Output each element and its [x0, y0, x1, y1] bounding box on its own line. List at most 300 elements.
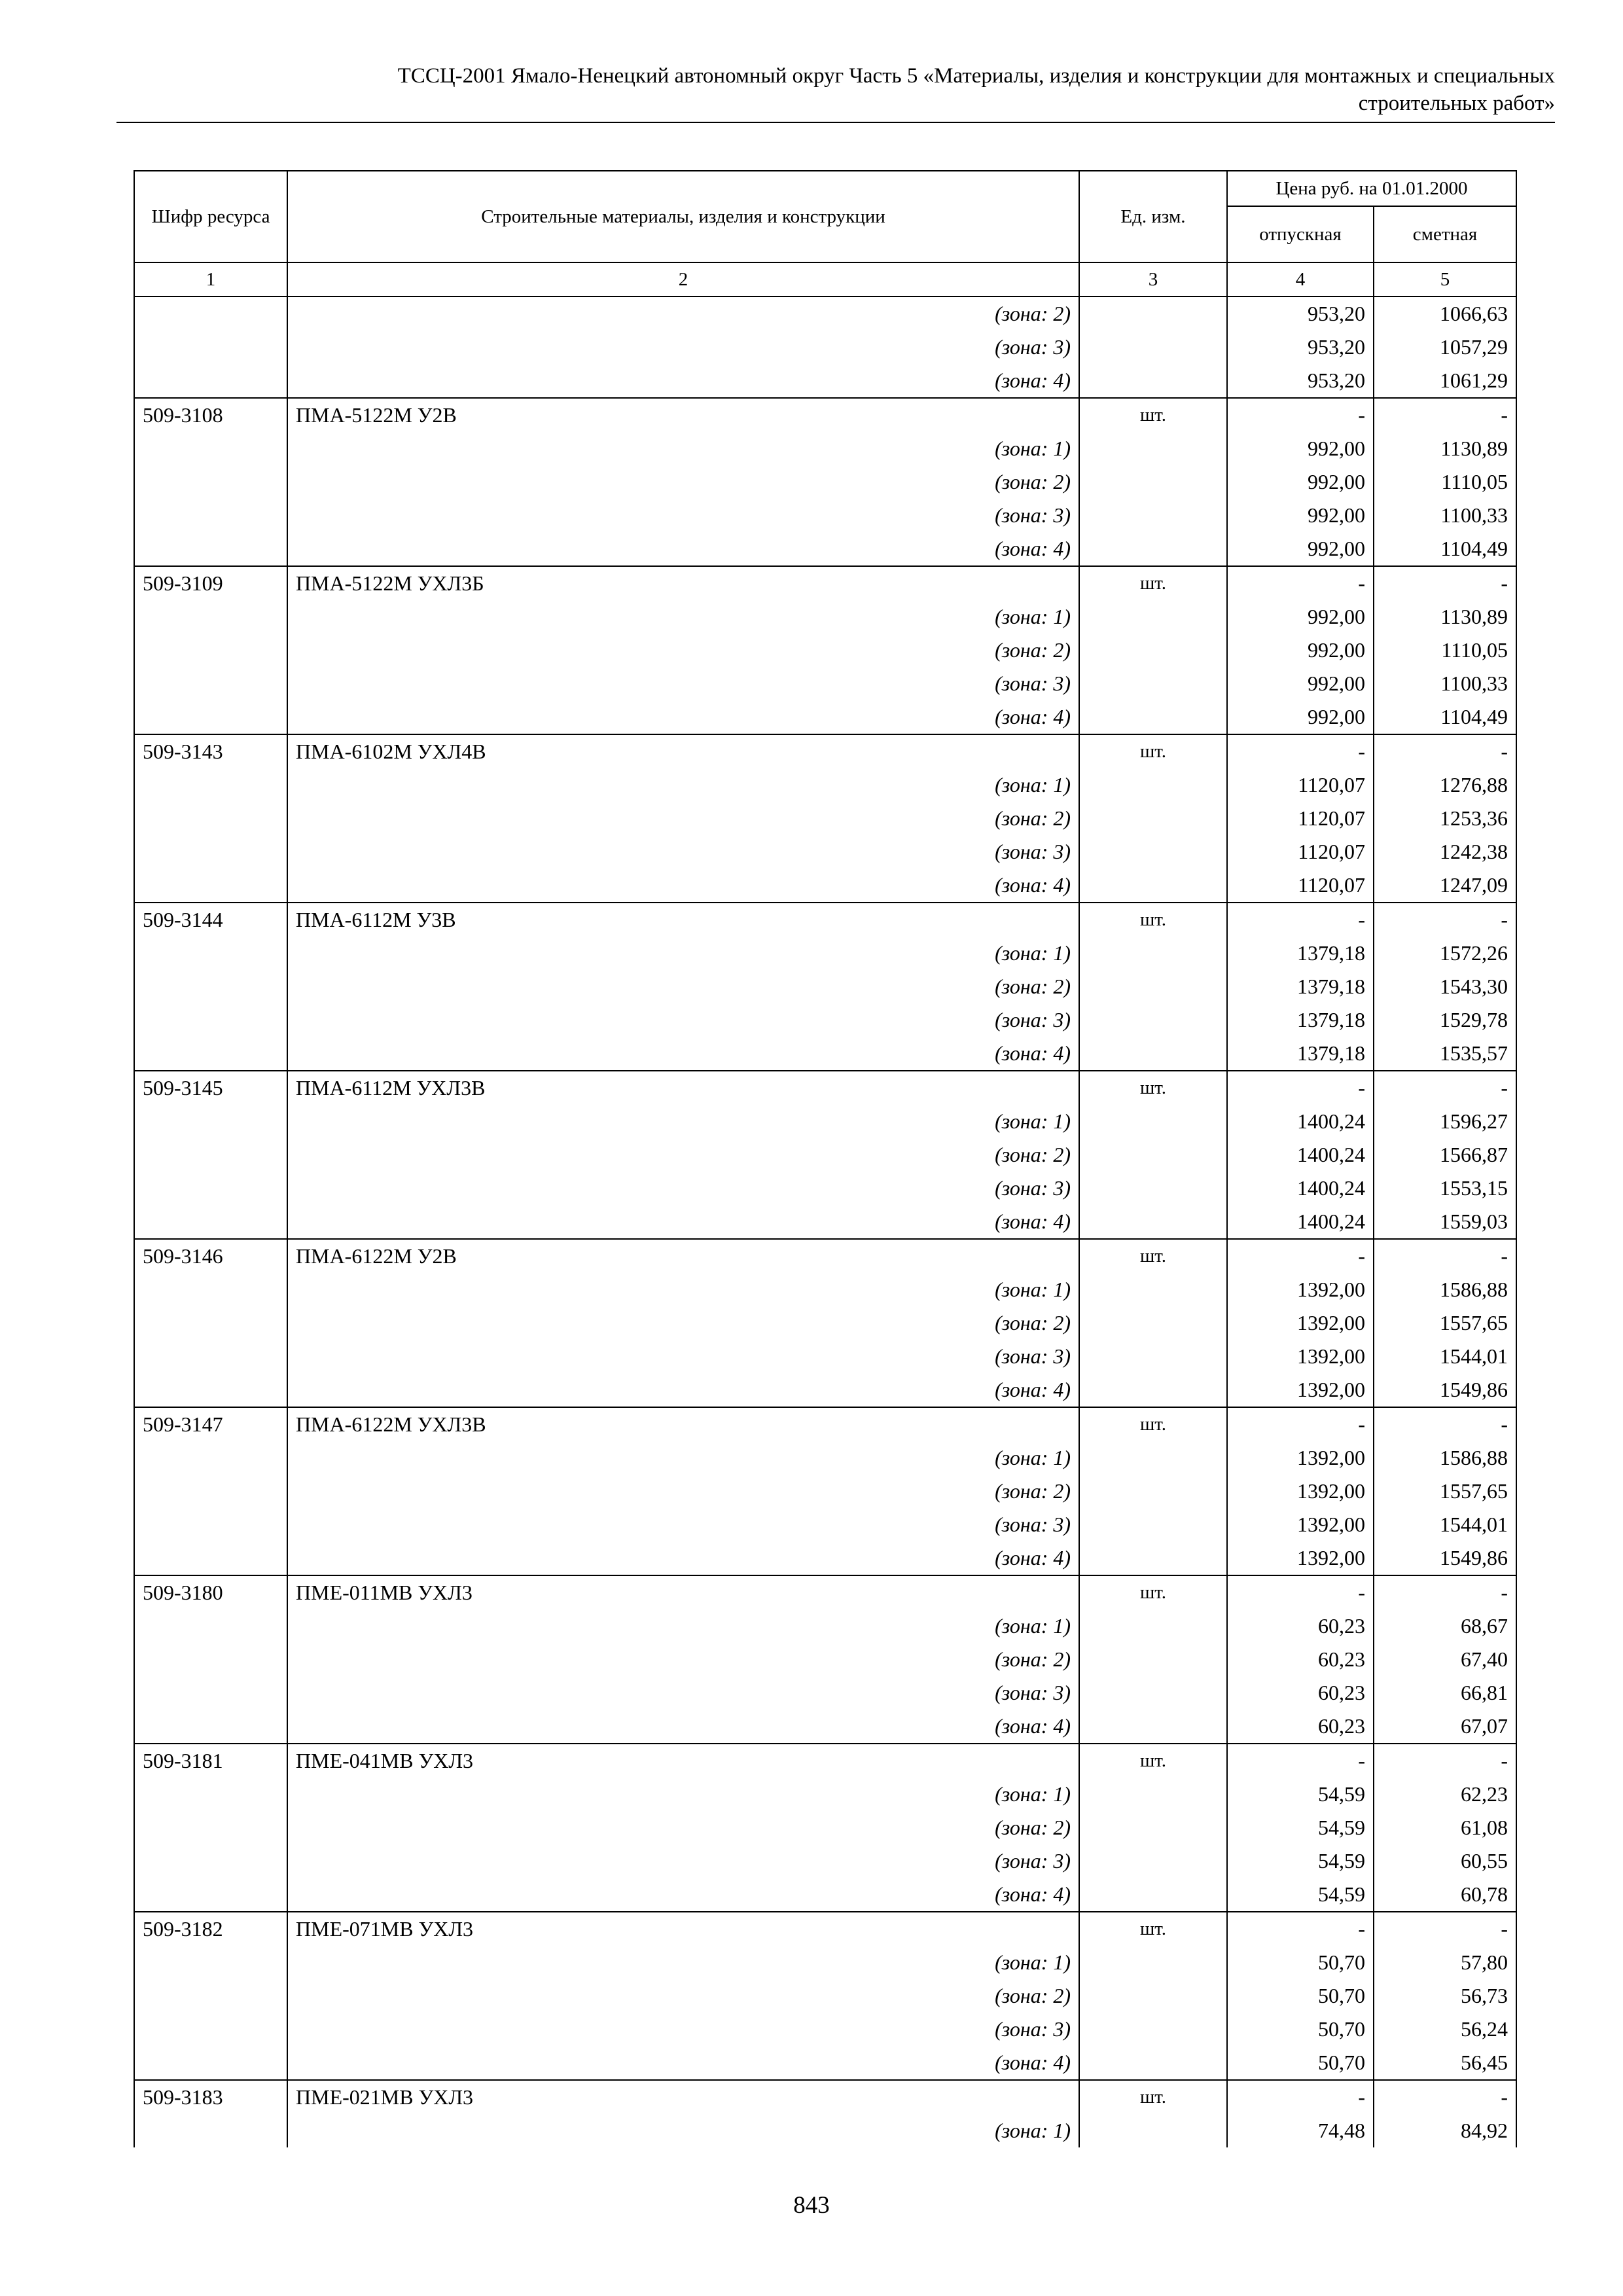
zone-row	[134, 1037, 1516, 1071]
release-price: 1120,07	[1227, 835, 1374, 869]
unit-cell	[1079, 1878, 1227, 1912]
zone-row	[134, 802, 1516, 835]
unit-of-measure: шт.	[1079, 734, 1227, 768]
page-number: 843	[793, 2192, 830, 2219]
resource-code-cell	[134, 2114, 287, 2147]
unit-cell	[1079, 1441, 1227, 1475]
resource-code-cell	[134, 1037, 287, 1071]
zone-label: (зона: 3)	[287, 1003, 1079, 1037]
zone-label: (зона: 4)	[287, 1037, 1079, 1071]
unit-of-measure: шт.	[1079, 1744, 1227, 1778]
zone-label: (зона: 4)	[287, 869, 1079, 903]
release-price: 1392,00	[1227, 1373, 1374, 1407]
unit-cell	[1079, 1003, 1227, 1037]
resource-name: ПМА-6112М УХЛ3В	[287, 1071, 1079, 1105]
unit-cell	[1079, 634, 1227, 667]
zone-row	[134, 937, 1516, 970]
estimate-price: 1100,33	[1374, 499, 1516, 532]
zone-label: (зона: 4)	[287, 2046, 1079, 2080]
release-price: 992,00	[1227, 600, 1374, 634]
zone-row	[134, 1979, 1516, 2013]
unit-cell	[1079, 1844, 1227, 1878]
release-price: 953,20	[1227, 296, 1374, 331]
estimate-price: 60,78	[1374, 1878, 1516, 1912]
zone-row	[134, 970, 1516, 1003]
zone-row	[134, 1676, 1516, 1710]
unit-cell	[1079, 835, 1227, 869]
estimate-price: 1130,89	[1374, 432, 1516, 465]
release-price: 54,59	[1227, 1811, 1374, 1844]
resource-code-cell	[134, 634, 287, 667]
zone-row	[134, 667, 1516, 700]
resource-code-cell	[134, 532, 287, 566]
unit-cell	[1079, 2114, 1227, 2147]
unit-cell	[1079, 600, 1227, 634]
unit-of-measure: шт.	[1079, 566, 1227, 600]
zone-label: (зона: 1)	[287, 1273, 1079, 1306]
resource-code: 509-3147	[134, 1407, 287, 1441]
unit-of-measure: шт.	[1079, 398, 1227, 432]
zone-row	[134, 700, 1516, 734]
release-price: 60,23	[1227, 1676, 1374, 1710]
resource-code-cell	[134, 1475, 287, 1508]
zone-row	[134, 1609, 1516, 1643]
estimate-price: 1553,15	[1374, 1172, 1516, 1205]
resource-code: 509-3109	[134, 566, 287, 600]
resource-code-cell	[134, 364, 287, 398]
resource-row	[134, 1239, 1516, 1273]
estimate-price: 61,08	[1374, 1811, 1516, 1844]
price-table-body	[134, 296, 1516, 2147]
zone-row	[134, 1778, 1516, 1811]
estimate-price: 1104,49	[1374, 532, 1516, 566]
column-header-unit: Ед. изм.	[1079, 171, 1227, 262]
estimate-price: -	[1374, 1912, 1516, 1946]
resource-code-cell	[134, 1676, 287, 1710]
zone-label: (зона: 1)	[287, 1609, 1079, 1643]
release-price: 1379,18	[1227, 1037, 1374, 1071]
resource-row	[134, 903, 1516, 937]
zone-label: (зона: 1)	[287, 600, 1079, 634]
unit-cell	[1079, 1205, 1227, 1239]
unit-cell	[1079, 1979, 1227, 2013]
column-number: 3	[1079, 262, 1227, 296]
resource-code-cell	[134, 1205, 287, 1239]
resource-code-cell	[134, 2013, 287, 2046]
zone-row	[134, 1172, 1516, 1205]
release-price: 953,20	[1227, 331, 1374, 364]
zone-label: (зона: 3)	[287, 835, 1079, 869]
zone-row	[134, 1306, 1516, 1340]
estimate-price: 1566,87	[1374, 1138, 1516, 1172]
resource-code-cell	[134, 835, 287, 869]
unit-cell	[1079, 1541, 1227, 1575]
release-price: 1400,24	[1227, 1205, 1374, 1239]
resource-name: ПМА-6122М У2В	[287, 1239, 1079, 1273]
unit-of-measure: шт.	[1079, 1575, 1227, 1609]
resource-name: ПМА-5122М У2В	[287, 398, 1079, 432]
zone-row	[134, 465, 1516, 499]
release-price: -	[1227, 1912, 1374, 1946]
estimate-price: 56,45	[1374, 2046, 1516, 2080]
resource-row	[134, 398, 1516, 432]
estimate-price: 1104,49	[1374, 700, 1516, 734]
zone-row	[134, 1205, 1516, 1239]
release-price: 1120,07	[1227, 802, 1374, 835]
zone-label: (зона: 1)	[287, 937, 1079, 970]
release-price: -	[1227, 903, 1374, 937]
zone-label: (зона: 1)	[287, 1778, 1079, 1811]
zone-row	[134, 768, 1516, 802]
release-price: -	[1227, 734, 1374, 768]
resource-code: 509-3182	[134, 1912, 287, 1946]
column-header-code: Шифр ресурса	[134, 171, 287, 262]
resource-code-cell	[134, 869, 287, 903]
estimate-price: 56,24	[1374, 2013, 1516, 2046]
zone-row	[134, 1844, 1516, 1878]
unit-cell	[1079, 2046, 1227, 2080]
unit-of-measure: шт.	[1079, 903, 1227, 937]
zone-row	[134, 1508, 1516, 1541]
resource-code-cell	[134, 1541, 287, 1575]
zone-row	[134, 1710, 1516, 1744]
release-price: 992,00	[1227, 499, 1374, 532]
resource-name: ПМЕ-041МВ УХЛ3	[287, 1744, 1079, 1778]
estimate-price: -	[1374, 1407, 1516, 1441]
zone-label: (зона: 3)	[287, 499, 1079, 532]
resource-row	[134, 1912, 1516, 1946]
resource-code-cell	[134, 1373, 287, 1407]
resource-code-cell	[134, 1340, 287, 1373]
estimate-price: -	[1374, 1071, 1516, 1105]
estimate-price: 1586,88	[1374, 1273, 1516, 1306]
release-price: 74,48	[1227, 2114, 1374, 2147]
estimate-price: 1549,86	[1374, 1373, 1516, 1407]
estimate-price: 1110,05	[1374, 634, 1516, 667]
release-price: 1400,24	[1227, 1172, 1374, 1205]
release-price: 50,70	[1227, 2013, 1374, 2046]
unit-cell	[1079, 499, 1227, 532]
unit-cell	[1079, 1037, 1227, 1071]
zone-row	[134, 499, 1516, 532]
unit-cell	[1079, 296, 1227, 331]
resource-code-cell	[134, 970, 287, 1003]
unit-cell	[1079, 937, 1227, 970]
resource-code-cell	[134, 600, 287, 634]
estimate-price: 1557,65	[1374, 1306, 1516, 1340]
resource-code-cell	[134, 1105, 287, 1138]
zone-label: (зона: 3)	[287, 1508, 1079, 1541]
unit-cell	[1079, 1710, 1227, 1744]
resource-code-cell	[134, 499, 287, 532]
price-table	[134, 170, 1517, 2147]
zone-label: (зона: 2)	[287, 1643, 1079, 1676]
zone-row	[134, 331, 1516, 364]
unit-cell	[1079, 1508, 1227, 1541]
estimate-price: 1559,03	[1374, 1205, 1516, 1239]
release-price: -	[1227, 1744, 1374, 1778]
unit-cell	[1079, 1609, 1227, 1643]
zone-row	[134, 1541, 1516, 1575]
zone-label: (зона: 4)	[287, 1541, 1079, 1575]
release-price: 992,00	[1227, 432, 1374, 465]
resource-code-cell	[134, 1306, 287, 1340]
resource-code: 509-3144	[134, 903, 287, 937]
unit-cell	[1079, 768, 1227, 802]
release-price: 60,23	[1227, 1710, 1374, 1744]
estimate-price: -	[1374, 1575, 1516, 1609]
zone-row	[134, 364, 1516, 398]
zone-row	[134, 1475, 1516, 1508]
resource-code-cell	[134, 700, 287, 734]
release-price: 54,59	[1227, 1878, 1374, 1912]
resource-code-cell	[134, 1138, 287, 1172]
estimate-price: 1557,65	[1374, 1475, 1516, 1508]
estimate-price: 56,73	[1374, 1979, 1516, 2013]
resource-code-cell	[134, 1979, 287, 2013]
release-price: 1392,00	[1227, 1541, 1374, 1575]
zone-row	[134, 869, 1516, 903]
zone-label: (зона: 4)	[287, 700, 1079, 734]
zone-row	[134, 2013, 1516, 2046]
release-price: 54,59	[1227, 1778, 1374, 1811]
estimate-price: 68,67	[1374, 1609, 1516, 1643]
resource-code-cell	[134, 768, 287, 802]
zone-row	[134, 1878, 1516, 1912]
resource-code-cell	[134, 1441, 287, 1475]
zone-row	[134, 1643, 1516, 1676]
release-price: -	[1227, 1575, 1374, 1609]
column-number: 1	[134, 262, 287, 296]
estimate-price: -	[1374, 734, 1516, 768]
unit-cell	[1079, 1273, 1227, 1306]
resource-code-cell	[134, 667, 287, 700]
release-price: 50,70	[1227, 2046, 1374, 2080]
unit-cell	[1079, 1340, 1227, 1373]
estimate-price: 1596,27	[1374, 1105, 1516, 1138]
resource-code: 509-3183	[134, 2080, 287, 2114]
estimate-price: 1066,63	[1374, 296, 1516, 331]
resource-code-cell	[134, 1811, 287, 1844]
resource-code-cell	[134, 1778, 287, 1811]
resource-code: 509-3146	[134, 1239, 287, 1273]
zone-row	[134, 1441, 1516, 1475]
estimate-price: 1529,78	[1374, 1003, 1516, 1037]
zone-row	[134, 1138, 1516, 1172]
unit-cell	[1079, 1138, 1227, 1172]
zone-label: (зона: 2)	[287, 296, 1079, 331]
resource-code-cell	[134, 1273, 287, 1306]
zone-row	[134, 2114, 1516, 2147]
zone-label: (зона: 2)	[287, 1811, 1079, 1844]
resource-row	[134, 566, 1516, 600]
resource-row	[134, 1071, 1516, 1105]
unit-cell	[1079, 1105, 1227, 1138]
unit-cell	[1079, 465, 1227, 499]
zone-row	[134, 1811, 1516, 1844]
estimate-price: 1253,36	[1374, 802, 1516, 835]
zone-label: (зона: 2)	[287, 1979, 1079, 2013]
release-price: 953,20	[1227, 364, 1374, 398]
unit-cell	[1079, 667, 1227, 700]
zone-label: (зона: 2)	[287, 465, 1079, 499]
estimate-price: 62,23	[1374, 1778, 1516, 1811]
zone-row	[134, 600, 1516, 634]
zone-label: (зона: 4)	[287, 1373, 1079, 1407]
unit-cell	[1079, 532, 1227, 566]
zone-label: (зона: 2)	[287, 634, 1079, 667]
release-price: 1392,00	[1227, 1475, 1374, 1508]
estimate-price: 66,81	[1374, 1676, 1516, 1710]
estimate-price: -	[1374, 566, 1516, 600]
unit-cell	[1079, 1778, 1227, 1811]
resource-code-cell	[134, 1844, 287, 1878]
resource-code: 509-3181	[134, 1744, 287, 1778]
estimate-price: -	[1374, 2080, 1516, 2114]
unit-of-measure: шт.	[1079, 1407, 1227, 1441]
estimate-price: 1549,86	[1374, 1541, 1516, 1575]
estimate-price: 1100,33	[1374, 667, 1516, 700]
release-price: 1400,24	[1227, 1105, 1374, 1138]
release-price: 1392,00	[1227, 1340, 1374, 1373]
resource-name: ПМЕ-011МВ УХЛ3	[287, 1575, 1079, 1609]
estimate-price: -	[1374, 1744, 1516, 1778]
release-price: 1120,07	[1227, 869, 1374, 903]
estimate-price: 1544,01	[1374, 1508, 1516, 1541]
zone-label: (зона: 2)	[287, 802, 1079, 835]
resource-code-cell	[134, 2046, 287, 2080]
zone-label: (зона: 1)	[287, 2114, 1079, 2147]
zone-label: (зона: 4)	[287, 1205, 1079, 1239]
release-price: 60,23	[1227, 1609, 1374, 1643]
resource-code: 509-3108	[134, 398, 287, 432]
zone-row	[134, 432, 1516, 465]
zone-label: (зона: 2)	[287, 970, 1079, 1003]
resource-row	[134, 1575, 1516, 1609]
resource-name: ПМЕ-021МВ УХЛ3	[287, 2080, 1079, 2114]
estimate-price: 60,55	[1374, 1844, 1516, 1878]
estimate-price: -	[1374, 1239, 1516, 1273]
release-price: 1379,18	[1227, 970, 1374, 1003]
unit-cell	[1079, 1306, 1227, 1340]
resource-name: ПМЕ-071МВ УХЛ3	[287, 1912, 1079, 1946]
release-price: 1392,00	[1227, 1273, 1374, 1306]
unit-cell	[1079, 802, 1227, 835]
release-price: 1379,18	[1227, 937, 1374, 970]
resource-row	[134, 2080, 1516, 2114]
column-header-name: Строительные материалы, изделия и конструкции	[287, 171, 1079, 262]
unit-cell	[1079, 869, 1227, 903]
estimate-price: 1057,29	[1374, 331, 1516, 364]
unit-cell	[1079, 1475, 1227, 1508]
resource-code-cell	[134, 802, 287, 835]
unit-cell	[1079, 1676, 1227, 1710]
column-header-estimate-price: сметная	[1374, 206, 1516, 262]
unit-cell	[1079, 2013, 1227, 2046]
resource-code: 509-3145	[134, 1071, 287, 1105]
release-price: -	[1227, 1239, 1374, 1273]
zone-label: (зона: 3)	[287, 331, 1079, 364]
release-price: 1120,07	[1227, 768, 1374, 802]
estimate-price: 1543,30	[1374, 970, 1516, 1003]
estimate-price: 1586,88	[1374, 1441, 1516, 1475]
zone-row	[134, 1340, 1516, 1373]
zone-label: (зона: 3)	[287, 1172, 1079, 1205]
release-price: 992,00	[1227, 532, 1374, 566]
release-price: -	[1227, 1071, 1374, 1105]
unit-cell	[1079, 1811, 1227, 1844]
unit-of-measure: шт.	[1079, 1239, 1227, 1273]
zone-row	[134, 1105, 1516, 1138]
resource-code-cell	[134, 1609, 287, 1643]
release-price: 1379,18	[1227, 1003, 1374, 1037]
resource-code-cell	[134, 465, 287, 499]
release-price: 60,23	[1227, 1643, 1374, 1676]
zone-row	[134, 532, 1516, 566]
estimate-price: -	[1374, 398, 1516, 432]
resource-code: 509-3180	[134, 1575, 287, 1609]
unit-of-measure: шт.	[1079, 1071, 1227, 1105]
resource-code-cell	[134, 1643, 287, 1676]
resource-code-cell	[134, 432, 287, 465]
release-price: 54,59	[1227, 1844, 1374, 1878]
price-table-header	[134, 171, 1516, 296]
release-price: 1392,00	[1227, 1508, 1374, 1541]
resource-row	[134, 1744, 1516, 1778]
unit-cell	[1079, 432, 1227, 465]
zone-label: (зона: 1)	[287, 432, 1079, 465]
estimate-price: 1572,26	[1374, 937, 1516, 970]
estimate-price: 1061,29	[1374, 364, 1516, 398]
release-price: -	[1227, 398, 1374, 432]
resource-row	[134, 1407, 1516, 1441]
release-price: 992,00	[1227, 667, 1374, 700]
zone-label: (зона: 3)	[287, 1676, 1079, 1710]
column-header-price-group: Цена руб. на 01.01.2000	[1227, 171, 1516, 206]
resource-code: 509-3143	[134, 734, 287, 768]
resource-code-cell	[134, 1172, 287, 1205]
zone-label: (зона: 2)	[287, 1138, 1079, 1172]
zone-label: (зона: 2)	[287, 1306, 1079, 1340]
resource-code-cell	[134, 1710, 287, 1744]
estimate-price: 1110,05	[1374, 465, 1516, 499]
estimate-price: 1130,89	[1374, 600, 1516, 634]
zone-label: (зона: 1)	[287, 768, 1079, 802]
release-price: 992,00	[1227, 700, 1374, 734]
release-price: -	[1227, 2080, 1374, 2114]
zone-label: (зона: 2)	[287, 1475, 1079, 1508]
zone-row	[134, 835, 1516, 869]
zone-row	[134, 296, 1516, 331]
release-price: -	[1227, 1407, 1374, 1441]
zone-label: (зона: 4)	[287, 532, 1079, 566]
estimate-price: 1535,57	[1374, 1037, 1516, 1071]
zone-row	[134, 2046, 1516, 2080]
resource-name: ПМА-6102М УХЛ4В	[287, 734, 1079, 768]
zone-label: (зона: 4)	[287, 364, 1079, 398]
estimate-price: 57,80	[1374, 1946, 1516, 1979]
estimate-price: 67,40	[1374, 1643, 1516, 1676]
estimate-price: 67,07	[1374, 1710, 1516, 1744]
release-price: 1400,24	[1227, 1138, 1374, 1172]
estimate-price: 1276,88	[1374, 768, 1516, 802]
zone-label: (зона: 3)	[287, 1340, 1079, 1373]
column-number: 5	[1374, 262, 1516, 296]
unit-cell	[1079, 1946, 1227, 1979]
zone-row	[134, 1273, 1516, 1306]
resource-code-cell	[134, 296, 287, 331]
document-header-line-2: строительных работ»	[1358, 92, 1555, 115]
